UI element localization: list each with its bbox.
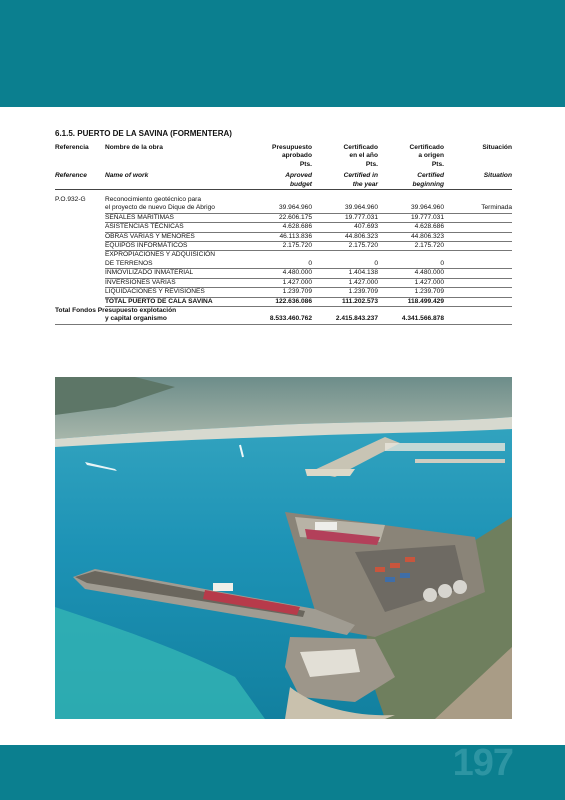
row-budget: 1.239.709	[250, 288, 312, 297]
row-name: SEÑALES MARITIMAS	[105, 213, 250, 222]
total-port-label: TOTAL PUERTO DE CALA SAVINA	[105, 297, 250, 306]
table-row	[55, 288, 512, 297]
table-row	[55, 196, 512, 213]
col-name-en: Name of work	[105, 172, 149, 180]
row-certified-year: 19.777.031	[312, 213, 378, 222]
row-name: INMOVILIZADO INMATERIAL	[105, 269, 250, 278]
row-certified-year: 407.693	[312, 223, 378, 232]
row-name: EXPROPIACIONES Y ADQUISICIÓN DE TERRENOS	[105, 251, 250, 269]
row-status: Terminada	[444, 196, 512, 213]
row-certified-origin: 0	[378, 251, 444, 269]
col-name: Nombre de la obra	[105, 144, 163, 151]
total-funds-origin: 4.341.566.878	[378, 306, 444, 324]
table-row	[55, 223, 512, 232]
investment-table	[55, 144, 512, 325]
col-reference-en: Reference	[55, 172, 87, 180]
row-name: OBRAS VARIAS Y MENORES	[105, 232, 250, 241]
row-certified-origin: 2.175.720	[378, 242, 444, 251]
row-certified-origin: 4.628.686	[378, 223, 444, 232]
table-row	[55, 251, 512, 269]
row-budget: 46.113.836	[250, 232, 312, 241]
row-budget: 0	[250, 251, 312, 269]
row-certified-year: 1.427.000	[312, 278, 378, 287]
total-port-origin: 118.499.429	[378, 297, 444, 306]
table-row	[55, 213, 512, 222]
row-certified-origin: 19.777.031	[378, 213, 444, 222]
col-status-en: Situation	[483, 172, 512, 180]
col-budget-en: Aproved budget	[285, 172, 312, 188]
row-budget: 4.480.000	[250, 269, 312, 278]
total-port-year: 111.202.573	[312, 297, 378, 306]
row-budget: 22.606.175	[250, 213, 312, 222]
col-reference: Referencia	[55, 144, 89, 151]
col-certified-origin: Certificado a origen Pts.	[409, 144, 444, 168]
row-certified-year: 1.239.709	[312, 288, 378, 297]
header-band	[0, 0, 565, 107]
total-funds-budget: 8.533.460.762	[250, 306, 312, 324]
col-certified-origin-en: Certified beginning	[412, 172, 444, 188]
total-funds-row	[55, 306, 512, 324]
table-row	[55, 242, 512, 251]
row-name: EQUIPOS INFORMÁTICOS	[105, 242, 250, 251]
header-row-en	[55, 169, 512, 189]
total-funds-year: 2.415.843.237	[312, 306, 378, 324]
row-certified-origin: 39.964.960	[378, 196, 444, 213]
col-status: Situación	[482, 144, 512, 151]
table-row	[55, 278, 512, 287]
row-certified-year: 0	[312, 251, 378, 269]
row-budget: 2.175.720	[250, 242, 312, 251]
table-row	[55, 269, 512, 278]
row-name: Reconocimiento geotécnico para el proyecto de nuevo Dique de Abrigo	[105, 196, 250, 213]
row-name: LIQUIDACIONES Y REVISIONES	[105, 288, 250, 297]
row-certified-year: 44.806.323	[312, 232, 378, 241]
row-certified-year: 39.964.960	[312, 196, 378, 213]
header-row-es	[55, 144, 512, 169]
col-certified-year: Certificado en el año Pts.	[343, 144, 378, 168]
row-name: ASISTENCIAS TÉCNICAS	[105, 223, 250, 232]
row-name: INVERSIONES VARIAS	[105, 278, 250, 287]
total-port-budget: 122.636.086	[250, 297, 312, 306]
col-certified-year-en: Certified in the year	[343, 172, 378, 188]
row-certified-origin: 1.239.709	[378, 288, 444, 297]
row-budget: 1.427.000	[250, 278, 312, 287]
col-budget: Presupuesto aprobado Pts.	[272, 144, 312, 168]
row-certified-year: 2.175.720	[312, 242, 378, 251]
row-budget: 4.628.686	[250, 223, 312, 232]
row-certified-origin: 4.480.000	[378, 269, 444, 278]
table-row	[55, 232, 512, 241]
row-certified-year: 1.404.138	[312, 269, 378, 278]
row-certified-origin: 44.806.323	[378, 232, 444, 241]
total-funds-label: Total Fondos Presupuesto explotación y capital organismo	[55, 306, 250, 324]
section-title: 6.1.5. PUERTO DE LA SAVINA (FORMENTERA)	[55, 129, 232, 138]
row-reference: P.O.932-G	[55, 196, 86, 204]
aerial-port-photo	[55, 377, 512, 719]
row-certified-origin: 1.427.000	[378, 278, 444, 287]
row-budget: 39.964.960	[250, 196, 312, 213]
total-port-row	[55, 297, 512, 306]
page-number: 197	[452, 742, 513, 784]
